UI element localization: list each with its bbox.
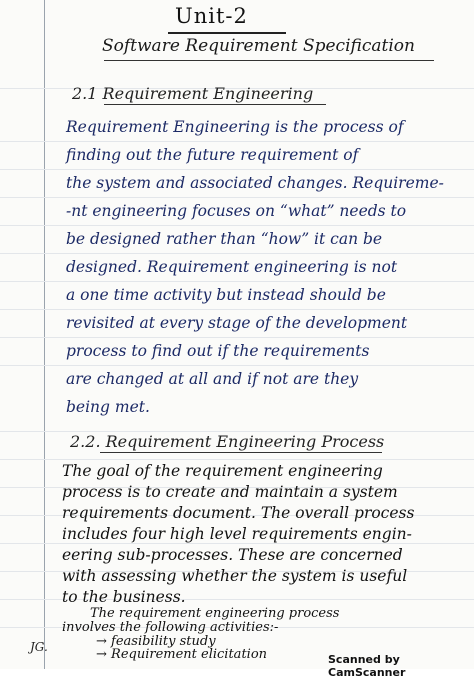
paragraph-line: with assessing whether the system is useful (62, 567, 408, 585)
paragraph-line: are changed at all and if not are they (66, 370, 359, 388)
paragraph-line: requirements document. The overall process (62, 504, 415, 522)
page-title: Unit-2 (175, 4, 248, 28)
heading-underline (104, 104, 326, 105)
margin-line (44, 0, 45, 669)
ruled-line (0, 141, 474, 142)
ruled-line (0, 197, 474, 198)
scanner-watermark: Scanned by CamScanner (328, 653, 406, 679)
ruled-line (0, 169, 474, 170)
activity-list-item: → feasibility study (96, 634, 216, 649)
title-underline (168, 32, 286, 34)
paragraph-line: eering sub-processes. These are concerned (62, 546, 403, 564)
ruled-line (0, 459, 474, 460)
paragraph-line: revisited at every stage of the development (66, 314, 408, 332)
paragraph-line: designed. Requirement engineering is not (66, 258, 398, 276)
activity-list-item: → Requirement elicitation (96, 647, 268, 662)
paragraph-line: finding out the future requirement of (66, 146, 359, 164)
paragraph-line: the system and associated changes. Requireme- (66, 174, 444, 192)
paragraph-line: to the business. (62, 588, 186, 606)
paragraph-line: be designed rather than “how” it can be (66, 230, 383, 248)
paragraph-line: being met. (66, 398, 150, 416)
subtitle-underline (104, 60, 434, 61)
ruled-line (0, 543, 474, 544)
ruled-line (0, 281, 474, 282)
paragraph-line: includes four high level requirements engin- (62, 525, 412, 543)
ruled-line (0, 253, 474, 254)
paragraph-line: -nt engineering focuses on “what” needs to (66, 202, 407, 220)
paragraph-line: process is to create and maintain a system (62, 483, 398, 501)
ruled-line (0, 337, 474, 338)
heading-underline (100, 452, 382, 453)
paragraph-line: The goal of the requirement engineering (62, 462, 383, 480)
section-heading-2-1: 2.1 Requirement Engineering (72, 84, 314, 103)
page-subtitle: Software Requirement Specification (102, 36, 415, 56)
ruled-line (0, 365, 474, 366)
ruled-line (0, 309, 474, 310)
ruled-line (0, 225, 474, 226)
author-initials: JG. (30, 640, 48, 654)
activities-intro-line: The requirement engineering process (90, 606, 340, 621)
activities-intro-line: involves the following activities:- (62, 620, 279, 635)
section-heading-2-2: 2.2. Requirement Engineering Process (70, 432, 385, 451)
paragraph-line: a one time activity but instead should be (66, 286, 386, 304)
paragraph-line: process to find out if the requirements (66, 342, 370, 360)
paragraph-line: Requirement Engineering is the process of (66, 118, 404, 136)
